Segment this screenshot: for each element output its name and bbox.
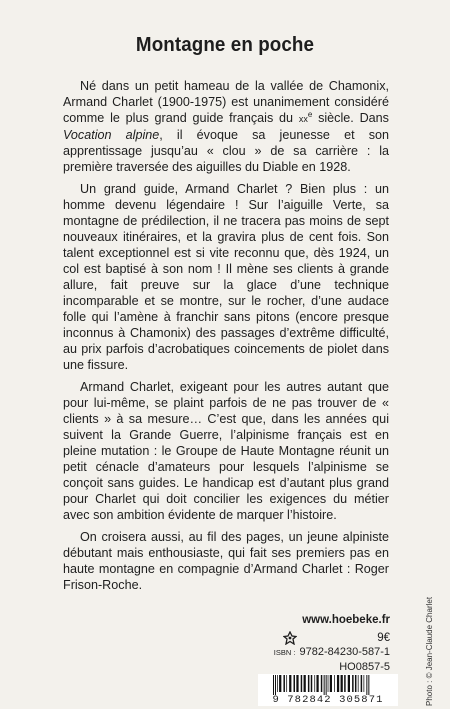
century-numeral: xx bbox=[298, 114, 308, 124]
publisher-website: www.hoebeke.fr bbox=[302, 614, 390, 626]
page-title: Montagne en poche bbox=[135, 34, 315, 56]
paragraph-3: Armand Charlet, exigeant pour les autres autant que pour lui-même, se plaint parfois de ne pas trouver de « clients » à sa mesure… C’est que, dans les années qui suivent la Grande Guerre, l’alpinisme français est en pleine mutation : le Groupe de Haute Montagne réunit un petit cénacle d’amateurs pour lesquels l’alpinisme se conçoit sans guides. Le handicap est d’autant plus grand pour Charlet qui doit concilier les exigences du métier avec son ambition évidente de marquer l’histoire. bbox=[63, 380, 389, 522]
book-title-italic: Vocation alpine bbox=[63, 128, 160, 142]
barcode-number: 9 782842 305871 bbox=[260, 695, 396, 706]
paragraph-1: Né dans un petit hameau de la vallée de Chamonix, Armand Charlet (1900-1975) est unanimement considéré comme le plus grand guide français du $xx^e$ siècle. Dans Vocation alpine, il évoque sa jeunesse et son apprentissage jusqu’au « clou » de sa carrière : la première traversée des aiguilles du Diable en 1928. bbox=[63, 79, 390, 174]
blurb-text bbox=[63, 78, 389, 593]
isbn-line bbox=[274, 646, 390, 658]
isbn-number: 9782-84230-587-1 bbox=[299, 646, 390, 658]
isbn-label: ISBN : bbox=[273, 648, 296, 657]
barcode bbox=[258, 674, 398, 706]
paragraph-2: Un grand guide, Armand Charlet ? Bien plus : un homme devenu légendaire ! Sur l’aiguille Verte, sa montagne de prédilection, il ne tracera pas moins de sept nouveaux itinéraires, et la gravira plus de cent fois. Son talent exceptionnel est si vite reconnu que, dès 1924, un col est baptisé à son nom ! Il mène ses clients à grande allure, fait preuve sur la glace d’une technique incomparable et se montre, sur le rocher, d’une audace folle qui l’amène à franchir sans pitons (encore presque inconnus à Chamonix) des passages d’extrême difficulté, au prix parfois d’acrobatiques coincements de piolet dans une fissure. bbox=[63, 182, 389, 372]
photo-credit: Photo : © Jean-Claude Charlet bbox=[425, 596, 434, 706]
price: 9€ bbox=[377, 632, 390, 644]
publisher-logo-icon bbox=[283, 631, 297, 645]
paragraph-4: On croisera aussi, au fil des pages, un jeune alpiniste débutant mais enthousiaste, qui fait ses premiers pas en haute montagne en compagnie d’Armand Charlet : Roger Frison-Roche. bbox=[63, 530, 389, 592]
logo-price-row bbox=[283, 631, 390, 645]
reference-code: HO0857-5 bbox=[339, 661, 390, 673]
